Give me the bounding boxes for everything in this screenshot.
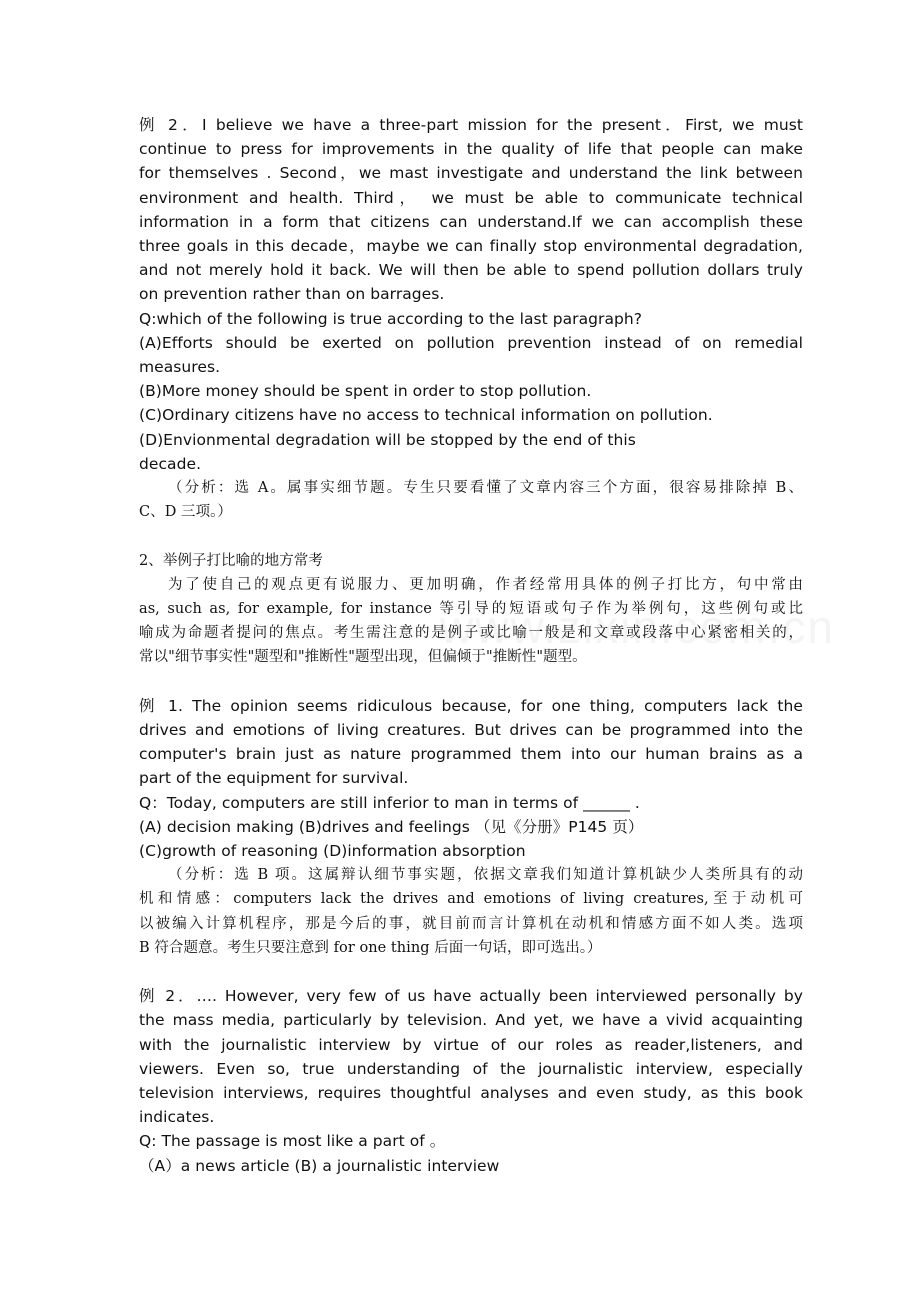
options-line: （A）a news article (B) a journalistic interview	[139, 1156, 500, 1175]
passage-line: for themselves . Second，we mast investigate and understand the link between	[139, 164, 803, 183]
passage-line: drives and emotions of living creatures. But drives can be programmed into the	[139, 721, 803, 740]
passage-line: three goals in this decade，maybe we can finally stop environmental degradation,	[139, 237, 803, 256]
passage-line: viewers. Even so, true understanding of the journalistic interview, especially	[139, 1059, 803, 1078]
passage-line: 例 1. The opinion seems ridiculous because, for one thing, computers lack the	[139, 696, 803, 715]
passage-line: with the journalistic interview by virtue of our roles as reader,listeners, and	[139, 1035, 803, 1054]
spacer	[139, 524, 803, 548]
passage-line: indicates.	[139, 1108, 215, 1127]
example-2b-passage	[139, 984, 803, 1129]
passage-line: and not merely hold it back. We will then be able to spend pollution dollars truly	[139, 261, 803, 280]
section-paragraph-line: as, such as, for example, for instance 等引导的短语或句子作为举例句，这些例句或比	[139, 601, 803, 618]
example-1-passage	[139, 694, 803, 791]
option-c: (C)Ordinary citizens have no access to technical information on pollution.	[139, 406, 713, 425]
passage-line: part of the equipment for survival.	[139, 769, 409, 788]
option-a: (A)Efforts should be exerted on pollution prevention instead of on remedial	[139, 333, 803, 352]
passage-line: environment and health. Third， we must be able to communicate technical	[139, 188, 803, 207]
options-line: (C)growth of reasoning (D)information absorption	[139, 842, 526, 861]
section-paragraph-line: 喻成为命题者提问的焦点。考生需注意的是例子或比喻一般是和文章或段落中心紧密相关的，	[139, 625, 803, 642]
document-page	[139, 113, 803, 1178]
passage-line: 例 2．…. However, very few of us have actually been interviewed personally by	[139, 987, 803, 1006]
option-a-continued: measures.	[139, 358, 221, 377]
option-d: (D)Envionmental degradation will be stopped by the end of this	[139, 430, 636, 449]
passage-line: on prevention rather than on barrages.	[139, 285, 445, 304]
options-line: (A) decision making (B)drives and feelings （见《分册》P145 页）	[139, 817, 644, 836]
passage-line: the mass media, particularly by television. And yet, we have a vivid acquainting	[139, 1011, 803, 1030]
section-heading: 2、举例子打比喻的地方常考	[139, 552, 323, 569]
analysis-text: 以被编入计算机程序，那是今后的事，就目前而言计算机在动机和情感方面不如人类。选项	[139, 915, 803, 932]
analysis-text: （分析：选 A。属事实细节题。专生只要看懂了文章内容三个方面，很容易排除掉 B、	[168, 480, 803, 497]
passage-line: computer's brain just as nature programmed them into our human brains as a	[139, 745, 803, 764]
example-2-passage	[139, 113, 803, 307]
passage-line: television interviews, requires thoughtful analyses and even study, as this book	[139, 1084, 803, 1103]
option-b: (B)More money should be spent in order to stop pollution.	[139, 382, 592, 401]
spacer	[139, 960, 803, 984]
question-text: Q：Today, computers are still inferior to man in terms of ______ .	[139, 793, 640, 812]
section-paragraph-line: 为了使自己的观点更有说服力、更加明确，作者经常用具体的例子打比方，句中常由	[168, 576, 803, 593]
passage-line: 例 2．I believe we have a three-part mission for the present．First, we must	[139, 116, 803, 134]
analysis-text: （分析：选 B 项。这属辩认细节事实题，依据文章我们知道计算机缺少人类所具有的动	[168, 867, 803, 884]
passage-line: continue to press for improvements in the quality of life that people can make	[139, 140, 803, 159]
analysis-text: B 符合题意。考生只要注意到 for one thing 后面一句话，即可选出。）	[139, 939, 602, 956]
passage-line: information in a form that citizens can understand.If we can accomplish these	[139, 212, 803, 231]
question-text: Q: The passage is most like a part of 。	[139, 1132, 446, 1151]
section-paragraph-line: 常以"细节事实性"题型和"推断性"题型出现，但偏倾于"推断性"题型。	[139, 649, 587, 666]
option-d-continued: decade.	[139, 454, 202, 473]
spacer	[139, 670, 803, 694]
analysis-text: C、D 三项。）	[139, 504, 232, 521]
analysis-text: 机和情感：computers lack the drives and emotions of living creatures,至于动机可	[139, 891, 803, 908]
question-text: Q:which of the following is true according to the last paragraph?	[139, 309, 643, 328]
